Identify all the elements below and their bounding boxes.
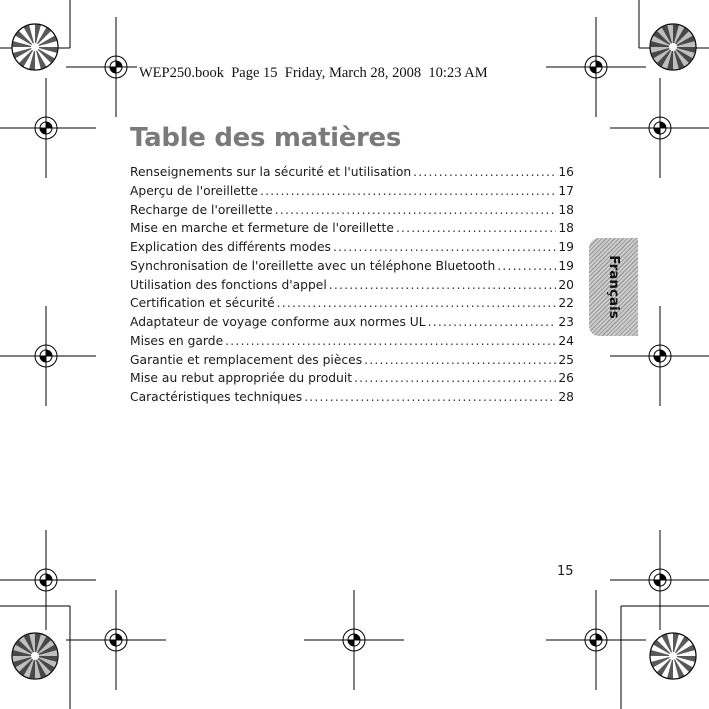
toc-entry-label: Mises en garde bbox=[130, 333, 224, 348]
dot-leader bbox=[304, 388, 556, 407]
toc-entry-label: Garantie et remplacement des pièces bbox=[130, 352, 363, 367]
toc-entry-label: Synchronisation de l'oreillette avec un téléphone Bluetooth bbox=[130, 258, 496, 273]
dot-leader bbox=[225, 332, 556, 351]
toc-entry-label: Renseignements sur la sécurité et l'utilisation bbox=[130, 165, 412, 179]
toc-entry[interactable] bbox=[130, 332, 574, 351]
toc-entry-label: Recharge de l'oreillette bbox=[130, 202, 273, 217]
language-tab-label: Français bbox=[605, 255, 622, 319]
dot-leader bbox=[260, 182, 556, 201]
dot-leader bbox=[333, 238, 556, 257]
toc-entry-label: Caractéristiques techniques bbox=[130, 390, 303, 404]
registration-crosshair bbox=[0, 530, 96, 630]
toc-entry[interactable] bbox=[130, 163, 574, 182]
toc-entry[interactable] bbox=[130, 294, 574, 313]
dot-leader bbox=[277, 294, 557, 313]
toc-entry-label: Mise en marche et fermeture de l'oreillette bbox=[130, 221, 394, 236]
toc-entry-page: 19 bbox=[558, 258, 574, 273]
language-tab bbox=[589, 238, 638, 336]
color-wheel-mark bbox=[12, 24, 58, 70]
color-wheel-mark bbox=[650, 633, 696, 679]
registration-crosshair bbox=[66, 590, 166, 690]
dot-leader bbox=[396, 219, 556, 238]
dot-leader bbox=[275, 201, 557, 220]
toc-entry-label: Adaptateur de voyage conforme aux normes UL bbox=[130, 315, 426, 329]
toc-entry-page: 17 bbox=[558, 183, 574, 198]
page-number: 15 bbox=[557, 564, 574, 579]
toc-entry[interactable] bbox=[130, 351, 574, 370]
dot-leader bbox=[354, 369, 556, 388]
dot-leader bbox=[497, 257, 556, 276]
toc-entry[interactable] bbox=[130, 182, 574, 201]
registration-crosshair bbox=[610, 530, 709, 630]
registration-crosshair bbox=[0, 78, 96, 178]
toc-entry-label: Explication des différents modes bbox=[130, 240, 331, 254]
toc-entry[interactable] bbox=[130, 276, 574, 295]
registration-crosshair bbox=[546, 590, 646, 690]
toc-entry[interactable] bbox=[130, 369, 574, 388]
toc-entry-label: Certification et sécurité bbox=[130, 296, 275, 311]
registration-crosshair bbox=[546, 17, 646, 117]
toc-entry[interactable] bbox=[130, 388, 574, 407]
color-wheel-mark bbox=[12, 633, 58, 679]
registration-crosshair bbox=[610, 78, 709, 178]
page-title: Table des matières bbox=[130, 123, 402, 153]
toc-entry-page: 24 bbox=[558, 333, 574, 348]
dot-leader bbox=[413, 163, 556, 182]
toc-entry[interactable] bbox=[130, 313, 574, 332]
toc-entry-page: 16 bbox=[558, 165, 574, 179]
toc-entry-label: Mise au rebut appropriée du produit bbox=[130, 371, 353, 386]
registration-crosshair bbox=[304, 590, 404, 690]
toc-entry[interactable] bbox=[130, 257, 574, 276]
toc-entry-page: 26 bbox=[558, 371, 574, 386]
toc-entry-page: 22 bbox=[558, 296, 574, 311]
toc-entry[interactable] bbox=[130, 219, 574, 238]
toc-entry[interactable] bbox=[130, 238, 574, 257]
toc-entry[interactable] bbox=[130, 201, 574, 220]
toc-entry-page: 25 bbox=[558, 352, 574, 367]
dot-leader bbox=[428, 313, 557, 332]
toc-entry-page: 28 bbox=[558, 390, 574, 404]
toc-entry-label: Utilisation des fonctions d'appel bbox=[130, 277, 327, 292]
toc-entry-page: 18 bbox=[558, 202, 574, 217]
toc-entry-label: Aperçu de l'oreillette bbox=[130, 183, 259, 198]
toc-entry-page: 20 bbox=[558, 277, 574, 292]
registration-crosshair bbox=[0, 306, 96, 406]
toc-entry-page: 18 bbox=[558, 221, 574, 236]
file-header: WEP250.book Page 15 Friday, March 28, 2008 10:23 AM bbox=[139, 65, 488, 81]
dot-leader bbox=[364, 351, 556, 370]
toc-entry-page: 19 bbox=[558, 240, 574, 254]
dot-leader bbox=[329, 276, 557, 295]
table-of-contents bbox=[130, 163, 574, 407]
toc-entry-page: 23 bbox=[558, 315, 574, 329]
color-wheel-mark bbox=[650, 24, 696, 70]
